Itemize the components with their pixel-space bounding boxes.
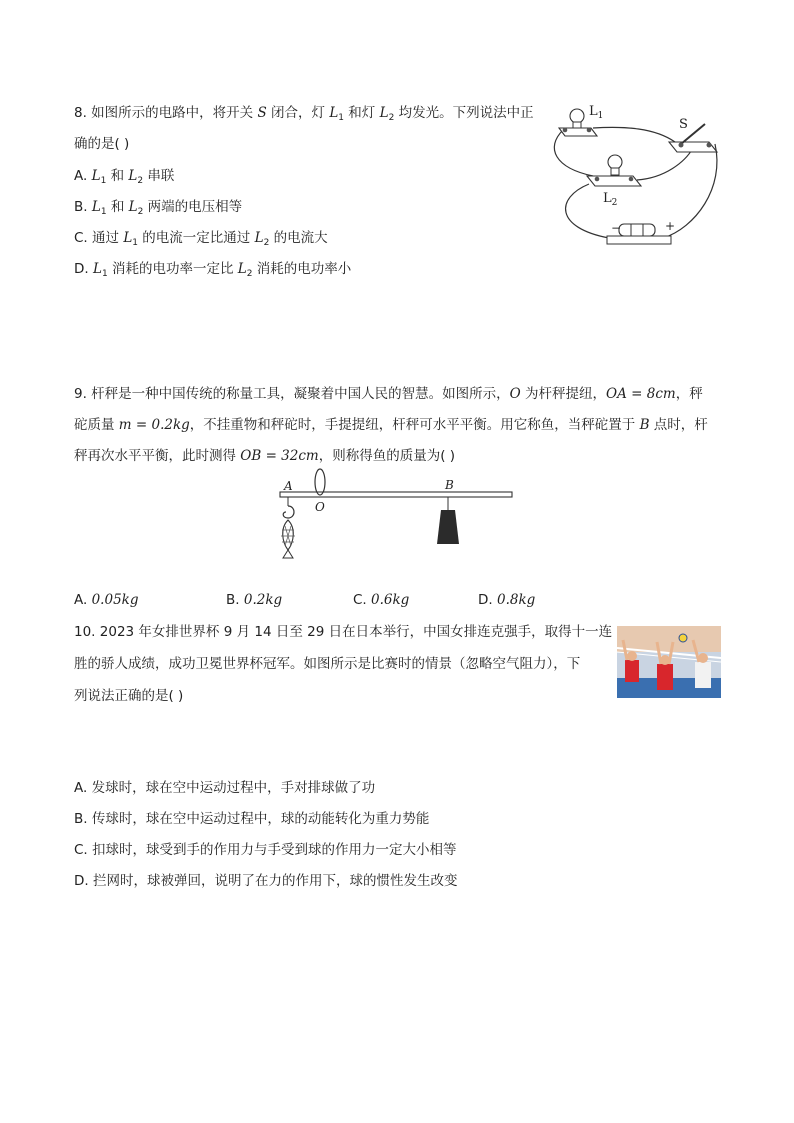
lamp-symbol: L xyxy=(379,105,389,121)
option-text: 和 xyxy=(106,199,129,215)
wire xyxy=(637,148,693,180)
lamp-l1-bulb-icon xyxy=(570,109,584,123)
q10-stem-line-1: 10. 2023 年女排世界杯 9 月 14 日至 29 日在日本举行，中国女排连克强手，取得十一连 xyxy=(74,624,613,640)
q8-stem-line-2: 确的是( ) xyxy=(74,136,130,152)
option-label: A. xyxy=(74,168,92,184)
q9-option-d[interactable] xyxy=(478,590,535,610)
volleyball-photo xyxy=(617,626,721,698)
lamp-l1-socket xyxy=(573,122,581,128)
q9-text: ，秤 xyxy=(675,386,703,402)
label-l2 xyxy=(603,191,617,208)
q9-text: 砣质量 xyxy=(74,417,119,433)
option-label: C. xyxy=(353,592,372,608)
q9-stem-line-1 xyxy=(74,384,703,404)
label-o: O xyxy=(315,500,325,514)
wire xyxy=(593,127,675,142)
option-text: 两端的电压相等 xyxy=(143,199,243,215)
subscript: 2 xyxy=(137,176,144,186)
steelyard-beam xyxy=(280,492,512,497)
option-label: D. xyxy=(74,261,93,277)
q8-option-d[interactable] xyxy=(74,259,351,279)
l1-letter: L xyxy=(589,104,598,119)
q9-option-b[interactable] xyxy=(226,590,282,610)
option-text: 和 xyxy=(106,168,129,184)
lamp-l2-base xyxy=(587,176,641,186)
label-plus: + xyxy=(665,219,676,233)
lamp-symbol: L xyxy=(254,230,264,246)
label-a: A xyxy=(284,479,293,493)
q10-option-d[interactable]: D. 拦网时，球被弹回，说明了在力的作用下，球的惯性发生改变 xyxy=(74,873,458,889)
mass-value: m = 0.2kg xyxy=(118,417,190,433)
ball-icon xyxy=(679,634,687,642)
q9-stem-line-2 xyxy=(74,415,708,435)
steelyard-diagram xyxy=(270,468,520,568)
wire xyxy=(554,130,593,176)
q8-option-a[interactable] xyxy=(74,166,174,186)
l2-sub: 2 xyxy=(611,198,618,208)
label-switch: S xyxy=(679,117,688,132)
option-value: 0.6kg xyxy=(371,592,410,608)
option-label: B. xyxy=(74,199,92,215)
label-l1 xyxy=(589,104,603,121)
subscript: 1 xyxy=(101,269,108,279)
q9-text: ，不挂重物和秤砣时，手提提纽，杆秤可水平平衡。用它称鱼，当秤砣置于 xyxy=(189,417,640,433)
battery-cell-icon xyxy=(619,224,655,236)
q8-stem-line-1 xyxy=(74,103,534,123)
ob-length: OB = 32cm xyxy=(240,448,319,464)
option-text: 的电流一定比通过 xyxy=(138,230,255,246)
lamp-symbol: L xyxy=(91,168,101,184)
lamp-l2-socket xyxy=(611,168,619,175)
lamp-l2-bulb-icon xyxy=(608,155,622,169)
circuit-diagram xyxy=(545,98,725,250)
option-text: 串联 xyxy=(143,168,175,184)
hook-icon xyxy=(283,506,294,518)
option-value: 0.05kg xyxy=(91,592,139,608)
q8-text: 8. 如图所示的电路中，将开关 xyxy=(74,105,258,121)
q8-text: 闭合，灯 xyxy=(266,105,330,121)
lamp-symbol: L xyxy=(128,199,138,215)
lamp-symbol: L xyxy=(91,199,101,215)
option-text: 的电流大 xyxy=(269,230,328,246)
q9-text: 9. 杆秤是一种中国传统的称量工具，凝聚着中国人民的智慧。如图所示， xyxy=(74,386,510,402)
option-label: D. xyxy=(478,592,497,608)
weight-icon xyxy=(437,510,459,544)
subscript: 1 xyxy=(132,238,139,248)
lamp-symbol: L xyxy=(128,168,138,184)
q9-text: 为杆秤提纽， xyxy=(520,386,607,402)
q8-text: 和灯 xyxy=(344,105,380,121)
subscript: 1 xyxy=(100,207,107,217)
lamp-symbol: L xyxy=(237,261,247,277)
option-value: 0.2kg xyxy=(243,592,283,608)
fish-icon xyxy=(281,520,295,558)
option-text: 消耗的电功率一定比 xyxy=(107,261,238,277)
oa-length: OA = 8cm xyxy=(606,386,676,402)
l1-sub: 1 xyxy=(597,111,604,121)
option-label: C. 通过 xyxy=(74,230,124,246)
subscript: 1 xyxy=(338,113,345,123)
option-label: A. xyxy=(74,592,92,608)
handle-loop-icon xyxy=(315,469,325,495)
subscript: 2 xyxy=(388,113,395,123)
q10-option-b[interactable]: B. 传球时，球在空中运动过程中，球的动能转化为重力势能 xyxy=(74,811,430,827)
lamp-symbol: L xyxy=(92,261,102,277)
battery-base xyxy=(607,236,671,244)
q8-option-c[interactable] xyxy=(74,228,328,248)
q10-stem-line-2: 胜的骄人成绩，成功卫冕世界杯冠军。如图所示是比赛时的情景（忽略空气阻力），下 xyxy=(74,656,581,672)
lamp-symbol: L xyxy=(123,230,133,246)
q9-stem-line-3 xyxy=(74,446,455,466)
q10-stem-line-3: 列说法正确的是( ) xyxy=(74,688,184,704)
q9-option-a[interactable] xyxy=(74,590,138,610)
lamp-symbol: L xyxy=(329,105,339,121)
q10-option-a[interactable]: A. 发球时，球在空中运动过程中，手对排球做了功 xyxy=(74,780,376,796)
q9-option-c[interactable] xyxy=(353,590,409,610)
q8-option-b[interactable] xyxy=(74,197,242,217)
q10-option-c[interactable]: C. 扣球时，球受到手的作用力与手受到球的作用力一定大小相等 xyxy=(74,842,457,858)
q9-text: 点时，杆 xyxy=(649,417,708,433)
label-b: B xyxy=(445,478,454,492)
subscript: 2 xyxy=(263,238,270,248)
subscript: 2 xyxy=(137,207,144,217)
point-o: O xyxy=(509,386,521,402)
switch-symbol: S xyxy=(257,105,267,121)
q8-text: 均发光。下列说法中正 xyxy=(394,105,534,121)
q9-text: 秤再次水平平衡，此时测得 xyxy=(74,448,241,464)
label-minus: − xyxy=(611,221,622,235)
l2-letter: L xyxy=(603,191,612,206)
option-value: 0.8kg xyxy=(496,592,536,608)
subscript: 1 xyxy=(100,176,107,186)
point-b: B xyxy=(639,417,650,433)
subscript: 2 xyxy=(246,269,253,279)
option-label: B. xyxy=(226,592,244,608)
q9-text: ，则称得鱼的质量为( ) xyxy=(318,448,456,464)
option-text: 消耗的电功率小 xyxy=(252,261,352,277)
